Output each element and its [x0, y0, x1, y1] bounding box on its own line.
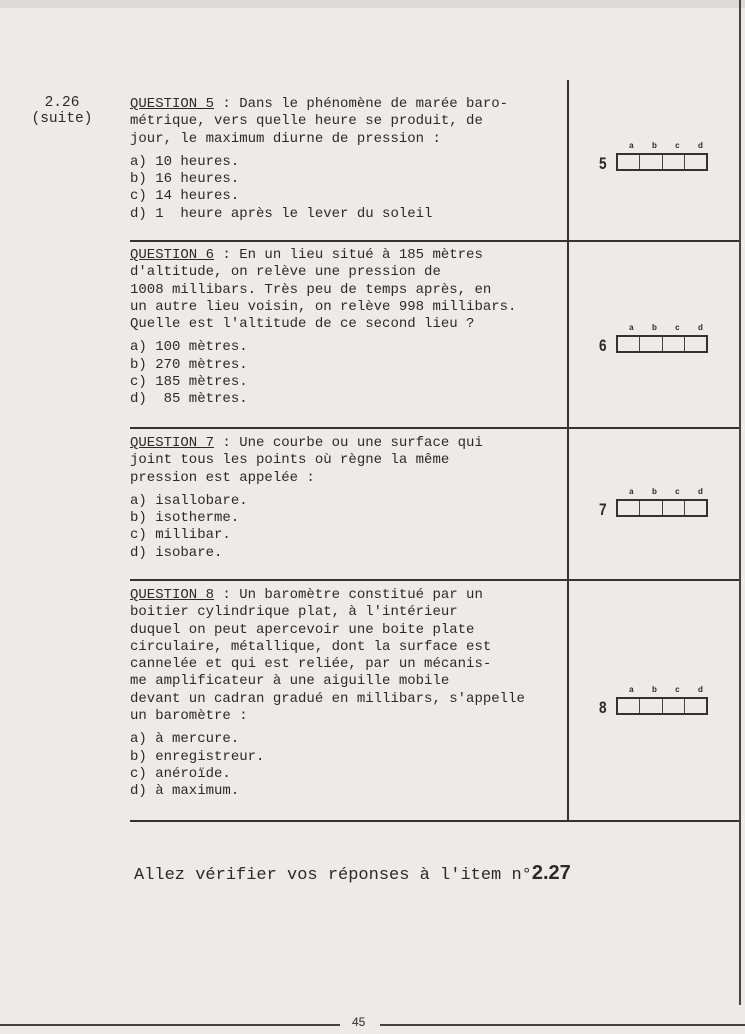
option-b: b) 270 mètres.: [130, 356, 248, 373]
answer-letter: c: [675, 141, 680, 150]
answer-box-d[interactable]: [685, 337, 706, 351]
footer-item-ref: 2.27: [531, 862, 571, 884]
answer-box-b[interactable]: [640, 501, 662, 515]
question-divider: [130, 427, 739, 429]
question-8: [130, 587, 560, 801]
answer-box-a[interactable]: [618, 699, 640, 713]
answer-box-c[interactable]: [663, 155, 685, 169]
option-c: c) millibar.: [130, 527, 231, 544]
answer-letter: a: [629, 487, 634, 496]
answer-box-c[interactable]: [663, 337, 685, 351]
question-divider: [130, 579, 739, 581]
question-text: : Une courbe ou une surface qui joint tous les points où règne la même pression est appelée :: [130, 435, 483, 486]
option-c: c) 14 heures.: [130, 188, 240, 205]
right-border: [739, 0, 741, 1005]
answer-letter: a: [629, 141, 634, 150]
option-c: c) 185 mètres.: [130, 374, 248, 391]
question-divider: [130, 820, 739, 822]
option-a: a) 100 mètres.: [130, 339, 248, 356]
answer-letter: c: [675, 685, 680, 694]
answer-letter: d: [697, 323, 703, 332]
answer-number: 6: [598, 336, 607, 355]
footer-text: Allez vérifier vos réponses à l'item n°: [134, 866, 532, 885]
answer-letter: b: [651, 141, 657, 150]
section-note: (suite): [31, 111, 93, 127]
page-rule-right: [380, 1024, 745, 1026]
footer-instruction: [134, 862, 571, 885]
answer-letter: d: [697, 141, 703, 150]
scan-edge: [0, 0, 745, 8]
answer-letter: a: [629, 685, 634, 694]
question-5: [130, 96, 560, 223]
answer-box-b[interactable]: [640, 337, 662, 351]
question-7: [130, 435, 560, 562]
column-divider: [567, 80, 569, 822]
question-title: QUESTION 8: [130, 587, 215, 603]
answer-box-d[interactable]: [685, 155, 706, 169]
option-b: b) enregistreur.: [130, 748, 265, 765]
question-text: : Un baromètre constitué par un boitier cylindrique plat, à l'intérieur duquel on peut apercevoir une boite plate circulaire, métallique, dont la surface est cannelée et qui est reliée, par un mécanis- me amplificateur à une aiguille mobile devant un cadran gradué en millibars, s'appelle un baromètre :: [130, 587, 525, 725]
page-rule-left: [0, 1024, 340, 1026]
question-6: [130, 247, 560, 409]
option-a: a) isallobare.: [130, 492, 248, 509]
answer-letter: b: [651, 323, 657, 332]
answer-letter: c: [675, 323, 680, 332]
answer-box-a[interactable]: [618, 501, 640, 515]
option-b: b) 16 heures.: [130, 171, 240, 188]
answer-letter: b: [651, 685, 657, 694]
section-number: 2.26: [44, 95, 80, 111]
question-title: QUESTION 6: [130, 247, 215, 263]
option-a: a) à mercure.: [130, 731, 240, 748]
answer-box-b[interactable]: [640, 699, 662, 713]
question-text: : Dans le phénomène de marée baro- métrique, vers quelle heure se produit, de jour, le maximum diurne de pression :: [130, 96, 509, 147]
question-text: : En un lieu situé à 185 mètres d'altitude, on relève une pression de 1008 millibars. Très peu de temps après, en un autre lieu voisin, on relève 998 millibars. Quelle est l'altitude de ce second lieu ?: [130, 247, 517, 333]
page-number: 45: [352, 1015, 366, 1029]
option-b: b) isotherme.: [130, 510, 240, 527]
answer-box-d[interactable]: [685, 501, 706, 515]
option-d: d) isobare.: [130, 544, 223, 561]
section-label: [22, 95, 102, 127]
answer-letter: a: [629, 323, 634, 332]
option-c: c) anéroïde.: [130, 765, 231, 782]
answer-box-c[interactable]: [663, 699, 685, 713]
answer-number: 7: [598, 500, 607, 519]
question-title: QUESTION 7: [130, 435, 215, 451]
answer-box-d[interactable]: [685, 699, 706, 713]
answer-box-a[interactable]: [618, 337, 640, 351]
question-title: QUESTION 5: [130, 96, 215, 112]
option-d: d) 1 heure après le lever du soleil: [130, 205, 433, 222]
answer-number: 8: [598, 698, 607, 717]
answer-letter: d: [697, 487, 703, 496]
answer-letter: c: [675, 487, 680, 496]
option-a: a) 10 heures.: [130, 153, 240, 170]
answer-letter: b: [651, 487, 657, 496]
option-d: d) 85 mètres.: [130, 391, 248, 408]
answer-box-b[interactable]: [640, 155, 662, 169]
option-d: d) à maximum.: [130, 783, 240, 800]
answer-box-c[interactable]: [663, 501, 685, 515]
answer-letter: d: [697, 685, 703, 694]
answer-number: 5: [598, 154, 607, 173]
question-divider: [130, 240, 739, 242]
answer-box-a[interactable]: [618, 155, 640, 169]
